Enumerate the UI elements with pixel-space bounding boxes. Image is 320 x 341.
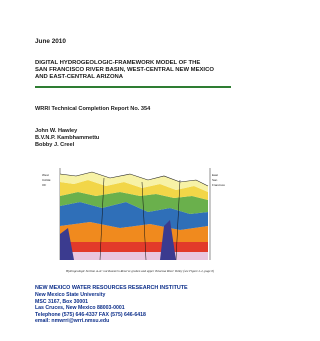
contact-line: email: nmwrri@wrri.nmsu.edu bbox=[35, 318, 110, 325]
right-end-label: San bbox=[212, 178, 218, 182]
contact-line: New Mexico State University bbox=[35, 292, 106, 298]
author-name: Bobby J. Creel bbox=[35, 142, 75, 149]
contact-line: Las Cruces, New Mexico 88003-0001 bbox=[35, 305, 125, 312]
title-line: AND EAST-CENTRAL ARIZONA bbox=[35, 74, 124, 81]
left-end-label: West bbox=[42, 173, 49, 177]
left-end-label: CAGE bbox=[42, 178, 51, 182]
title-line: DIGITAL HYDROGEOLOGIC-FRAMEWORK MODEL OF THE bbox=[35, 60, 201, 66]
section-layer-basement bbox=[60, 252, 208, 260]
title-divider bbox=[35, 86, 231, 88]
section-layer-red bbox=[60, 242, 208, 252]
author-name: B.V.N.P. Kambhammettu bbox=[35, 135, 100, 142]
contact-line: Telephone (575) 646-4337 FAX (575) 646-6418 bbox=[35, 311, 146, 318]
hydrogeologic-section-figure bbox=[30, 156, 234, 268]
right-end-label: Francisco bbox=[212, 183, 226, 187]
report-title bbox=[35, 60, 240, 82]
author-name: John W. Hawley bbox=[35, 128, 78, 134]
right-end-label: East bbox=[212, 173, 219, 177]
report-date: June 2010 bbox=[35, 38, 66, 45]
report-number: WRRI Technical Completion Report No. 354 bbox=[35, 106, 151, 112]
title-line: SAN FRANCISCO RIVER BASIN, WEST-CENTRAL NEW MEXICO bbox=[35, 67, 214, 74]
institute-name: NEW MEXICO WATER RESOURCES RESEARCH INSTITUTE bbox=[35, 285, 188, 291]
author-list bbox=[35, 128, 99, 150]
left-end-label: OF bbox=[42, 183, 47, 187]
contact-line: MSC 3167, Box 30001 bbox=[35, 298, 89, 305]
institute-contact bbox=[35, 292, 146, 325]
figure-caption: Hydrogeologic Section A-A': northeastern Reserve graben and upper Tularosa River Valley (see Figure 2-2, page 6) bbox=[65, 269, 215, 273]
